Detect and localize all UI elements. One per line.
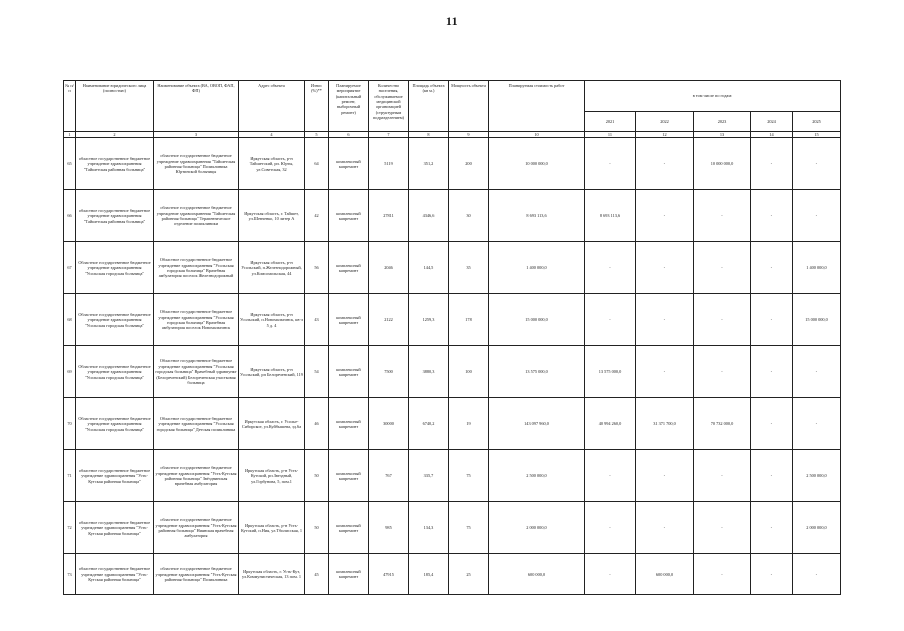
cell-address: Иркутская область, р-н Усть-Кутский, п.Ния, ул.Тбилисская, 1 <box>239 502 305 554</box>
cell-area: 4346,6 <box>409 190 449 242</box>
cell-year-2023: 70 732 000,0 <box>694 398 751 450</box>
cell-address: Иркутская область, р-н Усть-Кутский, рп.Звездный, ул.Горбунова, 5, пом.1 <box>239 450 305 502</box>
cell-year-2023: 10 000 000,0 <box>694 138 751 190</box>
column-number: 13 <box>694 132 751 138</box>
cell-legal-entity: Областное государственное бюджетное учреждение здравоохранения "Усольская городская больница" <box>76 346 154 398</box>
row-number: 68 <box>64 294 76 346</box>
cell-year-2024: - <box>751 450 793 502</box>
cell-year-2021: - <box>585 554 636 595</box>
cell-planned-cost: 2 500 000,0 <box>489 450 585 502</box>
cell-planned-event: комплексный капремонт <box>329 554 369 595</box>
cell-object-name: областное государственное бюджетное учреждение здравоохранения "Усть-Кутская районная больница" Ниянская врачебная амбулатория <box>154 502 239 554</box>
table-row <box>64 294 841 346</box>
cell-population: 2046 <box>369 242 409 294</box>
cell-planned-cost: 600 000,0 <box>489 554 585 595</box>
header-population: Количество населения, обслуживаемое медицинской организацией (структурным подразделением) <box>369 81 409 132</box>
cell-object-name: Областное государственное бюджетное учреждение здравоохранения "Усольская городская больница" Врачебный здравпункт (Белореченский) Белореченская участковая больница <box>154 346 239 398</box>
cell-planned-cost: 10 000 000,0 <box>489 138 585 190</box>
cell-legal-entity: областное государственное бюджетное учреждение здравоохранения "Усть-Кутская районная больница" <box>76 450 154 502</box>
cell-capacity: 75 <box>449 502 489 554</box>
cell-legal-entity: областное государственное бюджетное учреждение здравоохранения "Усть-Кутская районная больница" <box>76 554 154 595</box>
header-year-2025: 2025 <box>793 112 841 132</box>
cell-year-2021: 8 693 113,6 <box>585 190 636 242</box>
cell-area: 185,4 <box>409 554 449 595</box>
table-row <box>64 554 841 595</box>
cell-object-name: Областное государственное бюджетное учреждение здравоохранения "Усольская городская больница" Врачебная амбулатория поселок Новомальтинск <box>154 294 239 346</box>
cell-year-2024: - <box>751 398 793 450</box>
column-number: 14 <box>751 132 793 138</box>
cell-planned-event: комплексный капремонт <box>329 294 369 346</box>
cell-population: 47915 <box>369 554 409 595</box>
page-number: 11 <box>445 14 459 28</box>
cell-capacity: 75 <box>449 450 489 502</box>
cell-object-name: Областное государственное бюджетное учреждение здравоохранения "Усольская городская больница" Детская поликлиника <box>154 398 239 450</box>
row-number: 72 <box>64 502 76 554</box>
cell-area: 335,7 <box>409 450 449 502</box>
cell-year-2021: - <box>585 138 636 190</box>
cell-wear: 42 <box>305 190 329 242</box>
cell-year-2025: 1 400 000,0 <box>793 242 841 294</box>
cell-planned-cost: 8 693 113,6 <box>489 190 585 242</box>
cell-year-2023: - <box>694 502 751 554</box>
column-number: 9 <box>449 132 489 138</box>
cell-object-name: областное государственное бюджетное учреждение здравоохранения "Усть-Кутская районная больница" Звёзднинская врачебная амбулатория <box>154 450 239 502</box>
cell-year-2024: - <box>751 190 793 242</box>
cell-year-2021: 40 994 260,0 <box>585 398 636 450</box>
cell-planned-cost: 13 575 000,0 <box>489 346 585 398</box>
cell-capacity: 30 <box>449 190 489 242</box>
cell-year-2022: - <box>636 450 694 502</box>
cell-wear: 43 <box>305 294 329 346</box>
cell-year-2022: - <box>636 138 694 190</box>
cell-year-2024: - <box>751 242 793 294</box>
cell-planned-event: комплексный капремонт <box>329 242 369 294</box>
cell-planned-cost: 2 000 000,0 <box>489 502 585 554</box>
column-number: 5 <box>305 132 329 138</box>
header-planned-event: Планируемое мероприятие (капитальный ремонт, выборочный ремонт) <box>329 81 369 132</box>
cell-capacity: 100 <box>449 346 489 398</box>
header-year-2023: 2023 <box>694 112 751 132</box>
column-number: 12 <box>636 132 694 138</box>
cell-planned-event: комплексный капремонт <box>329 138 369 190</box>
cell-legal-entity: областное государственное бюджетное учреждение здравоохранения "Тайшетская районная больница" <box>76 190 154 242</box>
cell-area: 351,2 <box>409 138 449 190</box>
cell-year-2025: 2 500 000,0 <box>793 450 841 502</box>
header-area: Площадь объекта (кв м.) <box>409 81 449 132</box>
cell-year-2022: 600 000,0 <box>636 554 694 595</box>
cell-year-2024: - <box>751 502 793 554</box>
table-row <box>64 138 841 190</box>
cell-wear: 56 <box>305 242 329 294</box>
cell-planned-event: комплексный капремонт <box>329 450 369 502</box>
cell-area: 1259,3 <box>409 294 449 346</box>
cell-population: 2122 <box>369 294 409 346</box>
cell-year-2021: - <box>585 502 636 554</box>
cell-year-2022: - <box>636 190 694 242</box>
cell-year-2022: - <box>636 242 694 294</box>
header-legal-entity: Наименование юридического лица (полностью) <box>76 81 154 132</box>
cell-population: 27811 <box>369 190 409 242</box>
row-number: 71 <box>64 450 76 502</box>
cell-year-2021: - <box>585 242 636 294</box>
column-number: 7 <box>369 132 409 138</box>
cell-address: Иркутская область, р-н Тайшетский, рп. Юрты, ул.Советская, 32 <box>239 138 305 190</box>
header-number: № п/п <box>64 81 76 132</box>
column-number: 15 <box>793 132 841 138</box>
cell-planned-cost: 15 000 000,0 <box>489 294 585 346</box>
cell-legal-entity: Областное государственное бюджетное учреждение здравоохранения "Усольская городская больница" <box>76 242 154 294</box>
cell-population: 7500 <box>369 346 409 398</box>
cell-capacity: 35 <box>449 242 489 294</box>
cell-area: 3880,3 <box>409 346 449 398</box>
cell-object-name: Областное государственное бюджетное учреждение здравоохранения "Усольская городская больница" Врачебная амбулатория поселок Железнодорожный <box>154 242 239 294</box>
table-row <box>64 398 841 450</box>
cell-year-2022: 31 371 700,0 <box>636 398 694 450</box>
cell-address: Иркутская область, г. Усолье-Сибирское, ул.Куйбышева, зд.6а <box>239 398 305 450</box>
cell-capacity: 178 <box>449 294 489 346</box>
cell-legal-entity: областное государственное бюджетное учреждение здравоохранения "Усть-Кутская районная больница" <box>76 502 154 554</box>
cell-year-2023: - <box>694 450 751 502</box>
table-row <box>64 502 841 554</box>
cell-planned-event: комплексный капремонт <box>329 346 369 398</box>
cell-capacity: 200 <box>449 138 489 190</box>
cell-address: Иркутская область, р-н Усольский, рп Белореченский, 119 <box>239 346 305 398</box>
cell-year-2025: - <box>793 398 841 450</box>
cell-address: Иркутская область, г. Усть-Кут, ул.Коммунистическая, 13 пом. 1 <box>239 554 305 595</box>
column-number: 1 <box>64 132 76 138</box>
cell-address: Иркутская область, р-н Усольский, п.Новомальтинск, кв-л 5 д. 4 <box>239 294 305 346</box>
cell-year-2024: - <box>751 138 793 190</box>
cell-year-2023: - <box>694 346 751 398</box>
cell-year-2025: - <box>793 138 841 190</box>
cell-year-2022: - <box>636 346 694 398</box>
cell-planned-event: комплексный капремонт <box>329 190 369 242</box>
cell-year-2023: - <box>694 294 751 346</box>
header-year-2022: 2022 <box>636 112 694 132</box>
cell-planned-event: комплексный капремонт <box>329 398 369 450</box>
header-years-group: в том числе по годам: <box>585 81 841 112</box>
column-number: 8 <box>409 132 449 138</box>
cell-object-name: областное государственное бюджетное учреждение здравоохранения "Усть-Кутская районная больница" Поликлиника <box>154 554 239 595</box>
cell-population: 767 <box>369 450 409 502</box>
cell-wear: 54 <box>305 346 329 398</box>
cell-year-2025: - <box>793 346 841 398</box>
table-row <box>64 190 841 242</box>
cell-object-name: областное государственное бюджетное учреждение здравоохранения "Тайшетская районная больница" Поликлиника Юртинской больницы <box>154 138 239 190</box>
cell-year-2021: 13 575 000,0 <box>585 346 636 398</box>
cell-year-2021: - <box>585 450 636 502</box>
header-year-2021: 2021 <box>585 112 636 132</box>
cell-area: 6740,2 <box>409 398 449 450</box>
cell-wear: 45 <box>305 554 329 595</box>
cell-year-2024: - <box>751 294 793 346</box>
cell-population: 985 <box>369 502 409 554</box>
column-number: 6 <box>329 132 369 138</box>
cell-capacity: 25 <box>449 554 489 595</box>
row-number: 67 <box>64 242 76 294</box>
cell-year-2022: - <box>636 502 694 554</box>
cell-year-2025: - <box>793 554 841 595</box>
header-object-name: Наименование объекта (ВА, ОВОП, ФАП, ФП) <box>154 81 239 132</box>
cell-planned-cost: 1 400 000,0 <box>489 242 585 294</box>
cell-legal-entity: областное государственное бюджетное учреждение здравоохранения "Тайшетская районная больница" <box>76 138 154 190</box>
column-number: 2 <box>76 132 154 138</box>
header-year-2024: 2024 <box>751 112 793 132</box>
repair-register-table <box>63 80 841 595</box>
cell-year-2025: 2 000 000,0 <box>793 502 841 554</box>
cell-wear: 64 <box>305 138 329 190</box>
column-number: 10 <box>489 132 585 138</box>
cell-year-2022: - <box>636 294 694 346</box>
row-number: 70 <box>64 398 76 450</box>
cell-address: Иркутская область, р-н Усольский, п.Железнодорожный, ул.Комсомольская, 44 <box>239 242 305 294</box>
cell-year-2021: - <box>585 294 636 346</box>
cell-wear: 50 <box>305 450 329 502</box>
header-row <box>64 81 841 112</box>
cell-legal-entity: Областное государственное бюджетное учреждение здравоохранения "Усольская городская больница" <box>76 294 154 346</box>
row-number: 66 <box>64 190 76 242</box>
header-wear: Износ (%)** <box>305 81 329 132</box>
table-row <box>64 346 841 398</box>
cell-area: 144,5 <box>409 242 449 294</box>
cell-object-name: областное государственное бюджетное учреждение здравоохранения "Тайшетская районная больница" Терапевтическое отделение поликлиники <box>154 190 239 242</box>
column-number: 11 <box>585 132 636 138</box>
row-number: 69 <box>64 346 76 398</box>
cell-year-2023: - <box>694 242 751 294</box>
header-capacity: Мощность объекта <box>449 81 489 132</box>
cell-legal-entity: Областное государственное бюджетное учреждение здравоохранения "Усольская городская больница" <box>76 398 154 450</box>
cell-year-2023: - <box>694 190 751 242</box>
table-row <box>64 242 841 294</box>
cell-year-2025: 15 000 000,0 <box>793 294 841 346</box>
column-number: 4 <box>239 132 305 138</box>
header-address: Адрес объекта <box>239 81 305 132</box>
cell-year-2025: - <box>793 190 841 242</box>
cell-planned-event: комплексный капремонт <box>329 502 369 554</box>
table-body <box>64 138 841 595</box>
column-number: 3 <box>154 132 239 138</box>
table-row <box>64 450 841 502</box>
row-number: 73 <box>64 554 76 595</box>
cell-population: 30000 <box>369 398 409 450</box>
cell-address: Иркутская область, г. Тайшет, ул.Шевченко, 10 литер А <box>239 190 305 242</box>
cell-population: 5119 <box>369 138 409 190</box>
cell-wear: 50 <box>305 502 329 554</box>
row-number: 65 <box>64 138 76 190</box>
cell-area: 134,3 <box>409 502 449 554</box>
cell-wear: 46 <box>305 398 329 450</box>
cell-planned-cost: 143 097 960,0 <box>489 398 585 450</box>
cell-year-2023: - <box>694 554 751 595</box>
cell-year-2024: - <box>751 554 793 595</box>
cell-year-2024: - <box>751 346 793 398</box>
header-planned-cost: Планируемая стоимость работ <box>489 81 585 132</box>
cell-capacity: 19 <box>449 398 489 450</box>
